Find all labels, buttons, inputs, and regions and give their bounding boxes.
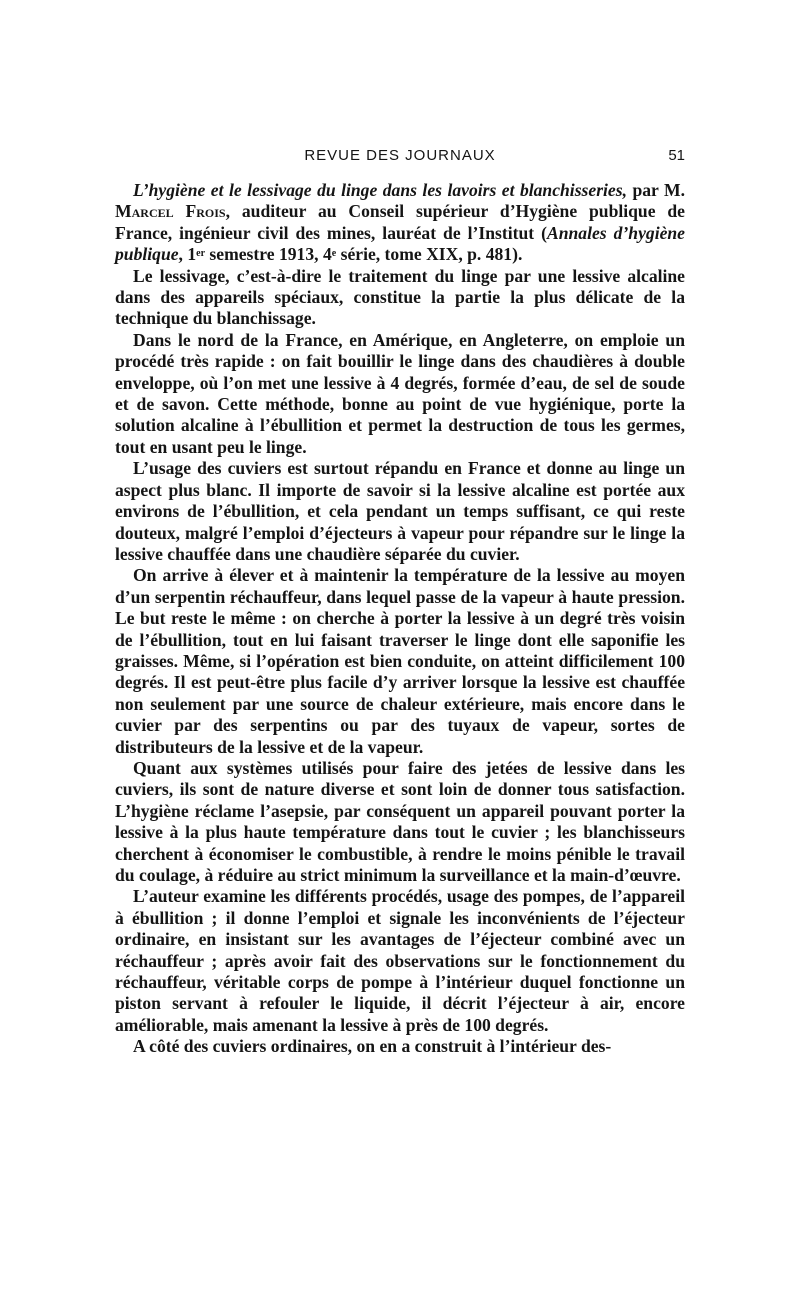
article-body: [115, 180, 685, 1058]
edition-text-a: , 1: [178, 244, 197, 265]
paragraph-lessivage: Le lessivage, c’est-à-dire le traitement du linge par une lessive alcaline dans des appareils spéciaux, constitue la partie la plus délicate de la technique du blanchissage.: [115, 265, 685, 329]
running-header: [115, 144, 685, 170]
paragraph-procede-rapide: Dans le nord de la France, en Amérique, en Angleterre, on emploie un procédé très rapide : on fait bouillir le linge dans des chaudières à double enveloppe, où l’on met une lessive à 4 degrés, formée d’eau, de sel de soude et de savon. Cette méthode, bonne au point de vue hygiénique, porte la solution alcaline à l’ébullition et permet la destruction de tous les germes, tout en usant peu le linge.: [115, 329, 685, 457]
paragraph-cuviers: L’usage des cuviers est surtout répandu en France et donne au linge un aspect plus blanc. Il importe de savoir si la lessive alcaline est portée aux environs de l’ébullition, et cela pendant un temps suffisant, ce qui reste douteux, malgré l’emploi d’éjecteurs à vapeur pour répandre sur le linge la lessive chauffée dans une chaudière séparée du cuvier.: [115, 458, 685, 564]
edition-text-c: série, tome XIX, p. 481).: [336, 244, 523, 265]
author-affiliation: , auditeur au Conseil supérieur d’Hygiène publique de France, ingénieur civil des mines, lauréat de l’Institut (: [115, 201, 685, 243]
paragraph-serpentin: On arrive à élever et à maintenir la température de la lessive au moyen d’un serpentin réchauffeur, dans lequel passe de la vapeur à haute pression. Le but reste le même : on cherche à porter la lessive à un degré très voisin de l’ébullition, tout en lui faisant traverser le linge dont elle saponifie les graisses. Même, si l’opération est bien conduite, on atteint difficilement 100 degrés. Il est peut-être plus facile d’y arriver lorsque la lessive est chauffée non seulement par une source de chaleur extérieure, mais encore dans le cuvier par des serpentins ou par des tuyaux de vapeur, sortes de distributeurs de la lessive et de la vapeur.: [115, 565, 685, 757]
author-name: Marcel Frois: [115, 201, 226, 222]
journal-name: Annales d’hygiène publique: [115, 222, 685, 265]
paragraph-cuviers-ordinaires: A côté des cuviers ordinaires, on en a construit à l’intérieur des-: [133, 1036, 612, 1057]
running-title: REVUE DES JOURNAUX: [304, 147, 496, 164]
paragraph-systemes: Quant aux systèmes utilisés pour faire des jetées de lessive dans les cuviers, ils sont de nature diverse et sont loin de donner tous satisfaction. L’hygiène réclame l’asepsie, par conséquent un appareil pouvant porter la lessive à la plus haute température dans tout le cuvier ; les blanchisseurs cherchent à économiser le combustible, à rendre le moins pénible le travail du coulage, à réduire au strict minimum la surveillance et la main-d’œuvre.: [115, 757, 685, 885]
article-title: L’hygiène et le lessivage du linge dans les lavoirs et blanchisseries,: [133, 180, 627, 200]
paragraph-auteur: L’auteur examine les différents procédés, usage des pompes, de l’appareil à ébullition ; il donne l’emploi et signale les inconvénients de l’éjecteur ordinaire, en insistant sur les avantages de l’éjecteur combiné avec un réchauffeur ; après avoir fait des observations sur le fonctionnement du réchauffeur, véritable corps de pompe à l’intérieur duquel fonctionne un piston servant à refouler le liquide, il décrit l’éjecteur à air, encore améliorable, mais amenant la lessive à près de 100 degrés.: [115, 886, 685, 1035]
reference-by: par M.: [627, 180, 686, 200]
page-number: 51: [668, 147, 685, 164]
edition-superscript: er: [196, 248, 206, 260]
series-superscript: e: [331, 248, 337, 260]
edition-text-b: semestre 1913, 4: [205, 244, 332, 265]
reference-paragraph: [115, 180, 685, 266]
